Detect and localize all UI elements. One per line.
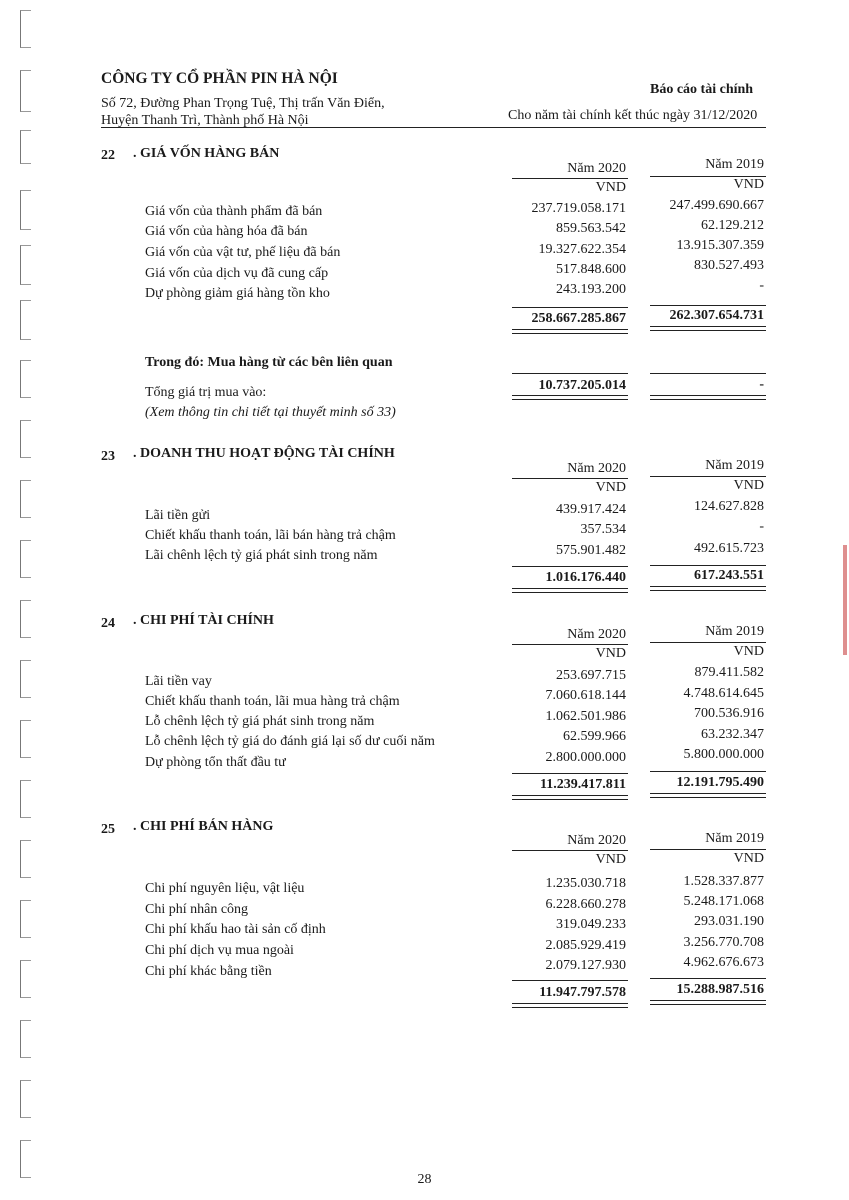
section-title: . GIÁ VỐN HÀNG BÁN bbox=[133, 146, 280, 161]
total-double-underline bbox=[512, 329, 628, 334]
col-header-2020: Năm 2020 bbox=[567, 833, 626, 848]
row-value-2020: 575.901.482 bbox=[556, 543, 626, 558]
company-name: CÔNG TY CỔ PHẦN PIN HÀ NỘI bbox=[101, 70, 338, 87]
row-label: Chi phí nguyên liệu, vật liệu bbox=[145, 881, 305, 896]
related-double-underline bbox=[512, 395, 628, 400]
col-header-2019: Năm 2019 bbox=[705, 157, 764, 172]
currency-2020: VND bbox=[595, 480, 626, 495]
total-double-underline bbox=[650, 793, 766, 798]
row-label: Giá vốn của vật tư, phế liệu đã bán bbox=[145, 245, 341, 260]
row-value-2019: 5.248.171.068 bbox=[683, 894, 764, 909]
section-number: 22 bbox=[101, 148, 115, 163]
related-top-line bbox=[650, 373, 766, 374]
row-label: Chiết khấu thanh toán, lãi mua hàng trả chậm bbox=[145, 694, 400, 709]
row-value-2019: 3.256.770.708 bbox=[683, 935, 764, 950]
binder-mark bbox=[20, 1020, 31, 1058]
section-number: 23 bbox=[101, 449, 115, 464]
row-value-2019: 5.800.000.000 bbox=[683, 747, 764, 762]
row-label: Giá vốn của hàng hóa đã bán bbox=[145, 224, 308, 239]
row-value-2020: 1.235.030.718 bbox=[545, 876, 626, 891]
col-header-2019: Năm 2019 bbox=[705, 624, 764, 639]
related-2020: 10.737.205.014 bbox=[538, 378, 626, 393]
currency-2019: VND bbox=[733, 177, 764, 192]
related-2019: - bbox=[759, 377, 764, 392]
binder-mark bbox=[20, 190, 31, 230]
binder-mark bbox=[20, 900, 31, 938]
row-value-2019: 13.915.307.359 bbox=[676, 238, 764, 253]
row-label: Lỗ chênh lệch tỷ giá do đánh giá lại số dư cuối năm bbox=[145, 734, 435, 749]
total-double-underline bbox=[512, 1003, 628, 1008]
subtotal-line bbox=[512, 980, 628, 981]
row-value-2019: 293.031.190 bbox=[694, 914, 764, 929]
row-label: Giá vốn của dịch vụ đã cung cấp bbox=[145, 266, 329, 281]
row-value-2020: 243.193.200 bbox=[556, 282, 626, 297]
section-number: 24 bbox=[101, 616, 115, 631]
address-line-1: Số 72, Đường Phan Trọng Tuệ, Thị trấn Văn Điển, bbox=[101, 96, 385, 111]
col-header-2019: Năm 2019 bbox=[705, 458, 764, 473]
col-header-underline bbox=[512, 644, 628, 645]
row-value-2020: 2.085.929.419 bbox=[545, 938, 626, 953]
section-title: . CHI PHÍ TÀI CHÍNH bbox=[133, 613, 274, 628]
currency-2019: VND bbox=[733, 851, 764, 866]
col-header-underline bbox=[512, 478, 628, 479]
related-note: (Xem thông tin chi tiết tại thuyết minh số 33) bbox=[145, 405, 396, 420]
currency-2020: VND bbox=[595, 646, 626, 661]
binder-mark bbox=[20, 780, 31, 818]
row-value-2019: 492.615.723 bbox=[694, 541, 764, 556]
row-label: Lãi chênh lệch tỷ giá phát sinh trong năm bbox=[145, 548, 378, 563]
related-top-line bbox=[512, 373, 628, 374]
row-label: Chi phí khấu hao tài sản cố định bbox=[145, 922, 326, 937]
binder-mark bbox=[20, 960, 31, 998]
subtotal-line bbox=[650, 771, 766, 772]
red-stamp-mark bbox=[843, 545, 847, 655]
total-double-underline bbox=[512, 588, 628, 593]
section-title: . DOANH THU HOẠT ĐỘNG TÀI CHÍNH bbox=[133, 446, 395, 461]
row-value-2019: 879.411.582 bbox=[694, 665, 764, 680]
total-2020: 11.947.797.578 bbox=[539, 985, 626, 1000]
binder-mark bbox=[20, 245, 31, 285]
row-value-2020: 1.062.501.986 bbox=[545, 709, 626, 724]
currency-2019: VND bbox=[733, 644, 764, 659]
row-value-2020: 2.800.000.000 bbox=[545, 750, 626, 765]
row-value-2020: 517.848.600 bbox=[556, 262, 626, 277]
col-header-underline bbox=[512, 850, 628, 851]
subtotal-line bbox=[650, 305, 766, 306]
binder-mark bbox=[20, 300, 31, 340]
row-value-2020: 237.719.058.171 bbox=[531, 201, 626, 216]
total-2019: 262.307.654.731 bbox=[669, 308, 764, 323]
col-header-underline bbox=[650, 849, 766, 850]
binder-mark bbox=[20, 660, 31, 698]
row-value-2019: 4.962.676.673 bbox=[683, 955, 764, 970]
section-title: . CHI PHÍ BÁN HÀNG bbox=[133, 819, 274, 834]
total-2019: 15.288.987.516 bbox=[676, 982, 764, 997]
currency-2020: VND bbox=[595, 852, 626, 867]
row-value-2020: 439.917.424 bbox=[556, 502, 626, 517]
row-value-2019: 63.232.347 bbox=[701, 727, 764, 742]
subtotal-line bbox=[512, 773, 628, 774]
binder-mark bbox=[20, 360, 31, 398]
col-header-2020: Năm 2020 bbox=[567, 627, 626, 642]
subtotal-line bbox=[650, 978, 766, 979]
row-label: Lỗ chênh lệch tỷ giá phát sinh trong năm bbox=[145, 714, 375, 729]
row-label: Lãi tiền gửi bbox=[145, 508, 211, 523]
total-2020: 11.239.417.811 bbox=[540, 777, 626, 792]
col-header-2020: Năm 2020 bbox=[567, 161, 626, 176]
report-period: Cho năm tài chính kết thúc ngày 31/12/2020 bbox=[508, 108, 758, 123]
related-double-underline bbox=[650, 395, 766, 400]
col-header-underline bbox=[650, 642, 766, 643]
row-value-2020: 19.327.622.354 bbox=[538, 242, 626, 257]
binder-mark bbox=[20, 540, 31, 578]
binder-mark bbox=[20, 1080, 31, 1118]
address-line-2: Huyện Thanh Trì, Thành phố Hà Nội bbox=[101, 113, 309, 128]
subtotal-line bbox=[512, 566, 628, 567]
row-value-2019: 247.499.690.667 bbox=[669, 198, 764, 213]
row-value-2019: 700.536.916 bbox=[694, 706, 764, 721]
currency-2019: VND bbox=[733, 478, 764, 493]
binder-mark bbox=[20, 600, 31, 638]
col-header-underline bbox=[650, 476, 766, 477]
row-value-2019: 830.527.493 bbox=[694, 258, 764, 273]
binder-mark bbox=[20, 840, 31, 878]
col-header-underline bbox=[512, 178, 628, 179]
binder-mark bbox=[20, 130, 31, 164]
row-value-2019: - bbox=[759, 519, 764, 534]
row-value-2020: 2.079.127.930 bbox=[545, 958, 626, 973]
row-value-2019: 124.627.828 bbox=[694, 499, 764, 514]
row-label: Chi phí khác bằng tiền bbox=[145, 964, 272, 979]
binder-mark bbox=[20, 420, 31, 458]
total-double-underline bbox=[650, 586, 766, 591]
subtotal-line bbox=[512, 307, 628, 308]
related-party-label: Tổng giá trị mua vào: bbox=[145, 385, 267, 400]
col-header-2020: Năm 2020 bbox=[567, 461, 626, 476]
row-label: Dự phòng giảm giá hàng tồn kho bbox=[145, 286, 330, 301]
total-double-underline bbox=[650, 1000, 766, 1005]
total-2020: 258.667.285.867 bbox=[531, 311, 626, 326]
row-label: Giá vốn của thành phẩm đã bán bbox=[145, 204, 323, 219]
row-value-2019: 4.748.614.645 bbox=[683, 686, 764, 701]
row-label: Lãi tiền vay bbox=[145, 674, 212, 689]
report-title: Báo cáo tài chính bbox=[650, 82, 754, 97]
total-double-underline bbox=[512, 795, 628, 800]
binder-mark bbox=[20, 480, 31, 518]
related-party-heading: Trong đó: Mua hàng từ các bên liên quan bbox=[145, 355, 393, 370]
row-value-2020: 357.534 bbox=[580, 522, 626, 537]
binder-mark bbox=[20, 70, 31, 112]
page-number: 28 bbox=[417, 1172, 432, 1187]
row-label: Chi phí dịch vụ mua ngoài bbox=[145, 943, 294, 958]
row-value-2020: 319.049.233 bbox=[556, 917, 626, 932]
row-value-2020: 7.060.618.144 bbox=[545, 688, 626, 703]
total-2020: 1.016.176.440 bbox=[545, 570, 626, 585]
row-value-2020: 253.697.715 bbox=[556, 668, 626, 683]
row-value-2020: 62.599.966 bbox=[563, 729, 626, 744]
row-value-2020: 6.228.660.278 bbox=[545, 897, 626, 912]
header-divider bbox=[101, 127, 766, 128]
currency-2020: VND bbox=[595, 180, 626, 195]
total-2019: 12.191.795.490 bbox=[676, 775, 764, 790]
subtotal-line bbox=[650, 565, 766, 566]
row-value-2019: - bbox=[759, 278, 764, 293]
col-header-2019: Năm 2019 bbox=[705, 831, 764, 846]
row-value-2020: 859.563.542 bbox=[556, 221, 626, 236]
total-double-underline bbox=[650, 326, 766, 331]
binder-mark bbox=[20, 720, 31, 758]
row-value-2019: 1.528.337.877 bbox=[683, 874, 764, 889]
row-label: Chiết khấu thanh toán, lãi bán hàng trả chậm bbox=[145, 528, 396, 543]
total-2019: 617.243.551 bbox=[694, 568, 764, 583]
row-label: Dự phòng tổn thất đầu tư bbox=[145, 755, 286, 770]
row-label: Chi phí nhân công bbox=[145, 902, 249, 917]
section-number: 25 bbox=[101, 822, 115, 837]
row-value-2019: 62.129.212 bbox=[701, 218, 764, 233]
binder-mark bbox=[20, 10, 31, 48]
